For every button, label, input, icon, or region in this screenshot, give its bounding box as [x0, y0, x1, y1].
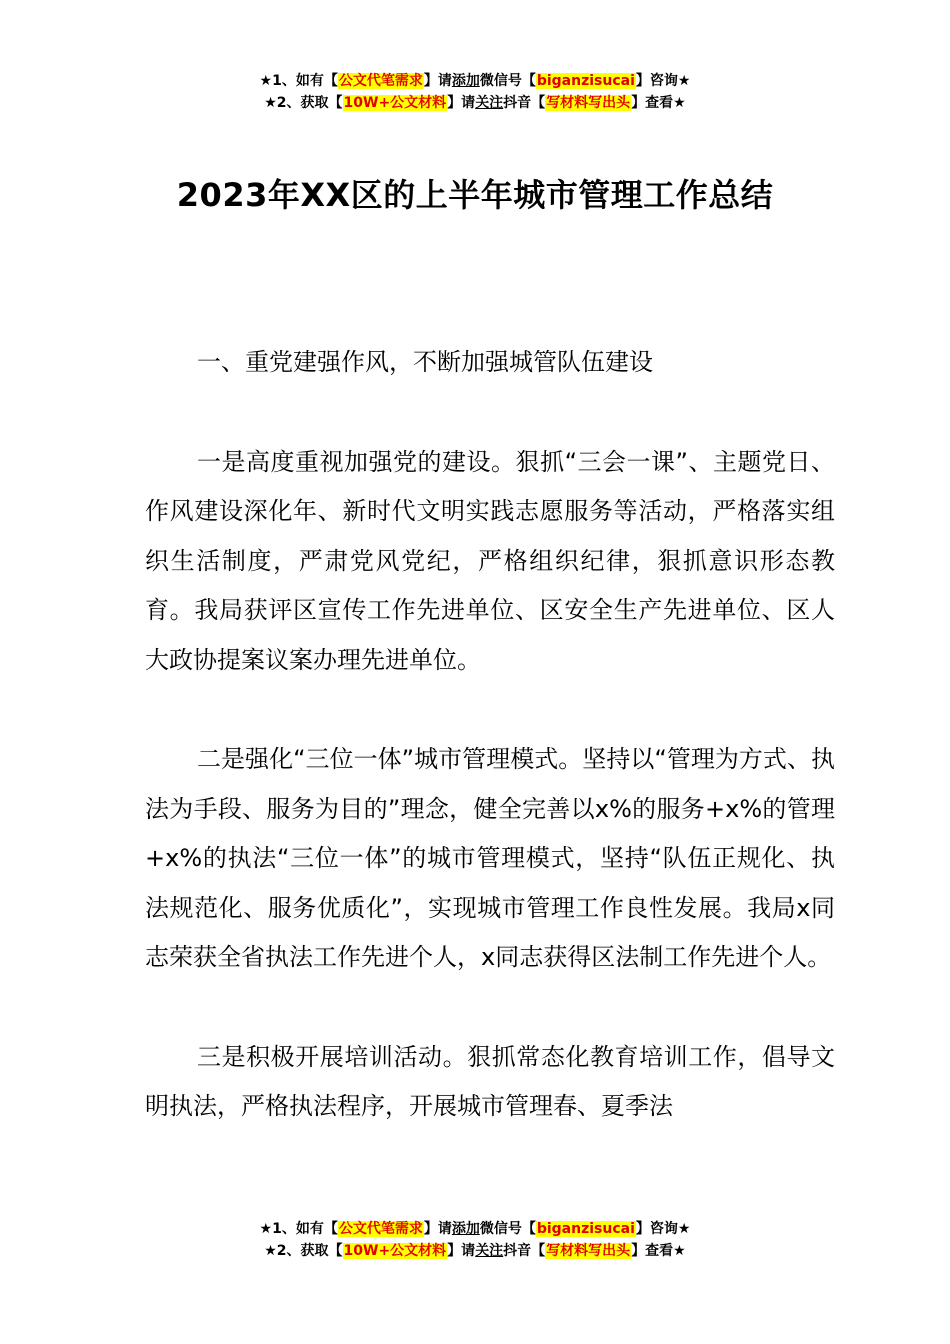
promo-highlight: 写材料写出头 — [546, 95, 631, 111]
promo-text: 】请 — [447, 95, 476, 111]
promo-text: 】请 — [423, 1221, 452, 1237]
promo-text: 】查看★ — [631, 1243, 686, 1259]
promo-text: 】请 — [423, 73, 452, 89]
promo-highlight: 公文代笔需求 — [338, 1221, 423, 1237]
promo-highlight: biganzisucai — [536, 73, 635, 89]
promo-text: ★1、如有【 — [259, 1221, 338, 1237]
promo-highlight: 公文代笔需求 — [338, 73, 423, 89]
promo-line-1 — [0, 1218, 950, 1240]
promo-underlined-text: 关注 — [475, 1243, 504, 1259]
promo-highlight: biganzisucai — [536, 1221, 635, 1237]
promo-text: 抖音【 — [503, 95, 546, 111]
promo-line-1 — [0, 70, 950, 92]
promo-text: ★2、获取【 — [264, 1243, 343, 1259]
section-heading: 一、重党建强作风，不断加强城管队伍建设 — [197, 348, 653, 376]
promo-text: 】咨询★ — [635, 73, 691, 89]
promo-highlight: 10W+公文材料 — [343, 95, 447, 111]
promo-highlight: 10W+公文材料 — [343, 1243, 447, 1259]
promo-line-2 — [0, 1240, 950, 1262]
promo-highlight: 写材料写出头 — [546, 1243, 631, 1259]
promo-banner-bottom — [0, 1218, 950, 1262]
promo-text: 】请 — [447, 1243, 476, 1259]
body-paragraph: 二是强化“三位一体”城市管理模式。坚持以“管理为方式、执法为手段、服务为目的”理念，健全完善以x%的服务+x%的管理+x%的执法“三位一体”的城市管理模式，坚持“队伍正规化、执法规范化、服务优质化”，实现城市管理工作良性发展。我局x同志荣获全省执法工作先进个人，x同志获得区法制工作先进个人。 — [145, 745, 835, 971]
promo-underlined-text: 添加 — [451, 1221, 480, 1237]
promo-banner-top — [0, 70, 950, 114]
promo-text: ★2、获取【 — [264, 95, 343, 111]
promo-line-2 — [0, 92, 950, 114]
body-paragraph: 三是积极开展培训活动。狠抓常态化教育培训工作，倡导文明执法，严格执法程序，开展城市管理春、夏季法 — [145, 1042, 835, 1120]
promo-text: ★1、如有【 — [259, 73, 338, 89]
promo-text: 】查看★ — [631, 95, 686, 111]
promo-text: 】咨询★ — [635, 1221, 691, 1237]
document-body — [145, 338, 835, 1182]
promo-text: 微信号【 — [479, 73, 536, 89]
promo-text: 微信号【 — [479, 1221, 536, 1237]
body-paragraph: 一是高度重视加强党的建设。狠抓“三会一课”、主题党日、作风建设深化年、新时代文明实践志愿服务等活动，严格落实组织生活制度，严肃党风党纪，严格组织纪律，狠抓意识形态教育。我局获评区宣传工作先进单位、区安全生产先进单位、区人大政协提案议案办理先进单位。 — [145, 447, 835, 674]
document-title: 2023年XX区的上半年城市管理工作总结 — [176, 176, 774, 215]
promo-underlined-text: 关注 — [475, 95, 504, 111]
promo-text: 抖音【 — [503, 1243, 546, 1259]
promo-underlined-text: 添加 — [451, 73, 480, 89]
